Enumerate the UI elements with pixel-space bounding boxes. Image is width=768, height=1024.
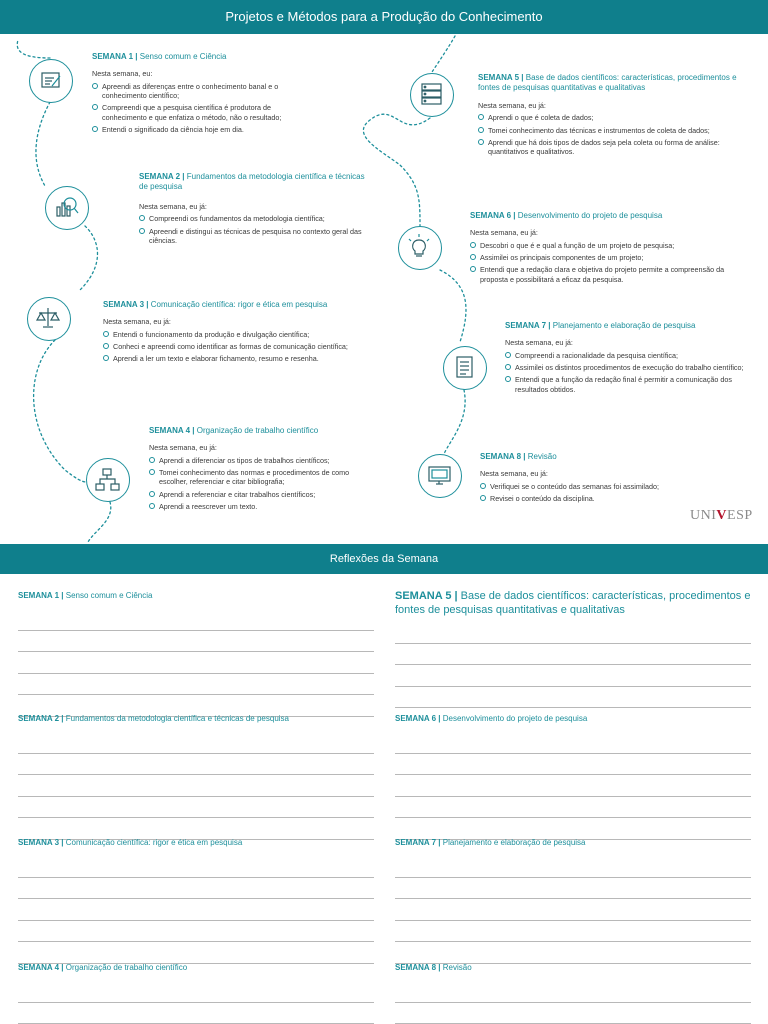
writing-line[interactable] — [18, 981, 374, 1003]
reflection-week-8 — [395, 963, 751, 1024]
week-8-title: SEMANA 8 | Revisão — [480, 452, 557, 461]
writing-line[interactable] — [18, 856, 374, 878]
writing-line[interactable] — [18, 609, 374, 631]
reflection-title: SEMANA 8 | Revisão — [395, 963, 472, 972]
writing-line[interactable] — [395, 878, 751, 900]
week-5-title: SEMANA 5 | Base de dados científicos: características, procedimentos e fontes de pesquisas quantitativas e qualitativas — [478, 73, 737, 93]
reflection-week-2 — [18, 714, 374, 840]
week-2-block — [139, 172, 374, 248]
writing-line[interactable] — [18, 878, 374, 900]
writing-line[interactable] — [395, 921, 751, 943]
writing-line[interactable] — [395, 942, 751, 964]
reflection-week-6 — [395, 714, 751, 840]
writing-line[interactable] — [395, 899, 751, 921]
reflection-title: SEMANA 6 | Desenvolvimento do projeto de pesquisa — [395, 714, 588, 723]
week-1-document-edit-icon — [29, 59, 73, 103]
writing-line[interactable] — [18, 775, 374, 797]
writing-line[interactable] — [18, 652, 374, 674]
week-6-list — [470, 241, 752, 284]
writing-line[interactable] — [18, 899, 374, 921]
reflection-week-7 — [395, 838, 751, 964]
week-7-checklist-icon — [443, 346, 487, 390]
reflection-title: SEMANA 1 | Senso comum e Ciência — [18, 591, 153, 600]
writing-line[interactable] — [395, 1003, 751, 1024]
writing-line[interactable] — [18, 754, 374, 776]
list-item: Verifiquei se o conteúdo das semanas foi assimilado; — [480, 482, 680, 491]
week-6-intro: Nesta semana, eu já: — [470, 228, 538, 238]
writing-line[interactable] — [395, 775, 751, 797]
week-1-title: SEMANA 1 | Senso comum e Ciência — [92, 52, 227, 61]
week-8-intro: Nesta semana, eu já: — [480, 469, 548, 479]
week-2-title: SEMANA 2 | Fundamentos da metodologia científica e técnicas de pesquisa — [139, 172, 365, 192]
writing-line[interactable] — [18, 732, 374, 754]
week-3-block — [103, 300, 388, 367]
list-item: Entendi o significado da ciência hoje em dia. — [92, 125, 317, 134]
week-5-intro: Nesta semana, eu já: — [478, 100, 546, 110]
week-2-list — [139, 214, 374, 245]
list-item: Aprendi a ler um texto e elaborar fichamento, resumo e resenha. — [103, 354, 388, 363]
writing-line[interactable] — [18, 818, 374, 840]
list-item: Aprendi a reescrever um texto. — [149, 502, 377, 511]
week-6-lightbulb-icon — [398, 226, 442, 270]
week-5-database-icon — [410, 73, 454, 117]
week-5-list — [478, 113, 748, 156]
list-item: Revisei o conteúdo da disciplina. — [480, 494, 680, 503]
reflection-week-4 — [18, 963, 374, 1024]
list-item: Apreendi e distingui as técnicas de pesquisa no contexto geral das ciências. — [139, 227, 374, 246]
writing-line[interactable] — [18, 674, 374, 696]
writing-line[interactable] — [18, 631, 374, 653]
writing-line[interactable] — [395, 644, 751, 666]
list-item: Aprendi a referenciar e citar trabalhos científicos; — [149, 490, 377, 499]
reflection-week-5 — [395, 590, 751, 708]
week-1-list — [92, 82, 317, 135]
week-4-block — [149, 426, 377, 515]
week-2-chart-magnifier-icon — [45, 186, 89, 230]
week-1-block — [92, 52, 317, 138]
list-item: Entendi o funcionamento da produção e divulgação científica; — [103, 330, 388, 339]
writing-line[interactable] — [395, 665, 751, 687]
week-8-list — [480, 482, 680, 504]
week-3-list — [103, 330, 388, 364]
writing-line[interactable] — [395, 732, 751, 754]
week-4-list — [149, 456, 377, 512]
writing-line[interactable] — [395, 856, 751, 878]
writing-line[interactable] — [395, 687, 751, 709]
week-2-intro: Nesta semana, eu já: — [139, 201, 207, 211]
list-item: Entendi que a redação clara e objetiva do projeto permite a compreensão da proposta e possibilitará a eficaz da pesquisa. — [470, 265, 752, 284]
list-item: Compreendi que a pesquisa científica é produtora de conhecimento e que enfatiza o método, não o resultado; — [92, 103, 317, 122]
week-7-intro: Nesta semana, eu já: — [505, 338, 573, 348]
reflection-title: SEMANA 2 | Fundamentos da metodologia científica e técnicas de pesquisa — [18, 714, 289, 723]
week-6-title: SEMANA 6 | Desenvolvimento do projeto de pesquisa — [470, 211, 663, 220]
list-item: Compreendi os fundamentos da metodologia científica; — [139, 214, 374, 223]
week-3-title: SEMANA 3 | Comunicação científica: rigor e ética em pesquisa — [103, 300, 328, 309]
list-item: Assimilei os principais componentes de um projeto; — [470, 253, 752, 262]
list-item: Aprendi o que é coleta de dados; — [478, 113, 748, 122]
reflection-title: SEMANA 4 | Organização de trabalho científico — [18, 963, 188, 972]
writing-line[interactable] — [395, 818, 751, 840]
week-4-title: SEMANA 4 | Organização de trabalho científico — [149, 426, 319, 435]
page-title: Projetos e Métodos para a Produção do Conhecimento — [225, 9, 543, 24]
reflection-title: SEMANA 7 | Planejamento e elaboração de pesquisa — [395, 838, 586, 847]
week-8-monitor-icon — [418, 454, 462, 498]
week-7-list — [505, 351, 750, 394]
list-item: Tomei conhecimento das técnicas e instrumentos de coleta de dados; — [478, 126, 748, 135]
writing-line[interactable] — [395, 754, 751, 776]
univesp-logo: UNIVESP — [690, 508, 753, 523]
week-3-scales-icon — [27, 297, 71, 341]
list-item: Tomei conhecimento das normas e procedimentos de como escolher, referenciar e citar bibliografia; — [149, 468, 377, 487]
reflection-title: SEMANA 5 | Base de dados científicos: características, procedimentos e fontes de pesquisas quantitativas e qualitativas — [395, 590, 751, 616]
list-item: Entendi que a função da redação final é permitir a comunicação dos resultados obtidos. — [505, 375, 750, 394]
writing-line[interactable] — [395, 981, 751, 1003]
week-4-flowchart-icon — [86, 458, 130, 502]
week-1-intro: Nesta semana, eu: — [92, 69, 153, 79]
list-item: Assimilei os distintos procedimentos de execução do trabalho científico; — [505, 363, 750, 372]
week-7-block — [505, 321, 750, 397]
writing-line[interactable] — [18, 921, 374, 943]
week-4-intro: Nesta semana, eu já: — [149, 443, 217, 453]
reflections-title: Reflexões da Semana — [329, 553, 439, 565]
reflections-banner — [0, 544, 768, 574]
writing-line[interactable] — [395, 797, 751, 819]
writing-line[interactable] — [18, 1003, 374, 1024]
week-3-intro: Nesta semana, eu já: — [103, 317, 171, 327]
reflection-title: SEMANA 3 | Comunicação científica: rigor e ética em pesquisa — [18, 838, 243, 847]
reflection-week-1 — [18, 591, 374, 717]
writing-line[interactable] — [395, 622, 751, 644]
list-item: Descobri o que é e qual a função de um projeto de pesquisa; — [470, 241, 752, 250]
writing-line[interactable] — [18, 942, 374, 964]
writing-line[interactable] — [18, 797, 374, 819]
reflection-week-3 — [18, 838, 374, 964]
list-item: Apreendi as diferenças entre o conhecimento banal e o conhecimento científico; — [92, 82, 317, 101]
week-7-title: SEMANA 7 | Planejamento e elaboração de pesquisa — [505, 321, 696, 330]
week-5-block — [478, 73, 748, 160]
list-item: Aprendi que há dois tipos de dados seja pela coleta ou forma de análise: quantitativos e qualitativos. — [478, 138, 748, 157]
week-8-block — [480, 452, 680, 506]
week-6-block — [470, 211, 752, 287]
list-item: Aprendi a diferenciar os tipos de trabalhos científicos; — [149, 456, 377, 465]
list-item: Conheci e apreendi como identificar as formas de comunicação científica; — [103, 342, 388, 351]
list-item: Compreendi a racionalidade da pesquisa científica; — [505, 351, 750, 360]
